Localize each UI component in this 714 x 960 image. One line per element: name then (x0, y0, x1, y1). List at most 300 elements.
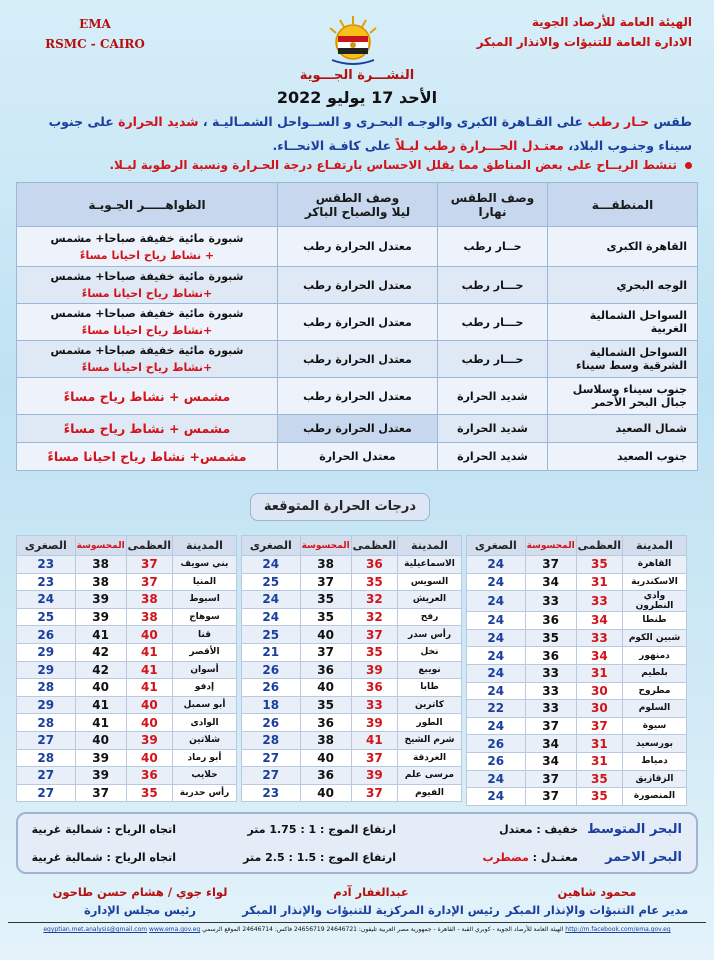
weather-region: السواحل الشمالية الغربية (548, 304, 698, 341)
temps-cell-fe: 39 (75, 608, 126, 626)
temps-cell-city: دمياط (623, 752, 687, 770)
weather-night: معتدل الحرارة رطب (278, 415, 438, 443)
temps-cell-fe: 37 (300, 643, 351, 661)
signature-name: محمود شاهين (557, 885, 637, 899)
temps-cell-mn: 26 (242, 661, 301, 679)
temps-cell-mn: 29 (17, 661, 76, 679)
col-night-line2: ليلا والصباح الباكر (304, 204, 411, 219)
temps-cell-fe: 40 (300, 784, 351, 802)
temps-cell-mn: 24 (467, 717, 526, 735)
temps-row (467, 612, 687, 630)
temps-cell-city: مرسى علم (398, 767, 462, 785)
weather-day: شديد الحرارة (438, 415, 548, 443)
weather-row (17, 415, 698, 443)
temps-cell-mx: 31 (576, 664, 622, 682)
temps-table-right (466, 535, 687, 806)
weather-night: معتدل الحرارة رطب (278, 378, 438, 415)
temps-cell-fe: 41 (75, 626, 126, 644)
sea-state-b: مضطرب (482, 851, 529, 864)
weather-day: شديد الحرارة (438, 443, 548, 471)
temps-cell-fe: 42 (75, 643, 126, 661)
temps-cell-fe: 37 (300, 573, 351, 591)
temps-cell-mx: 31 (576, 573, 622, 591)
weather-phenomena (17, 443, 278, 471)
temps-row (242, 714, 462, 732)
temps-row (467, 664, 687, 682)
sea-wave: ارتفاع الموج : 1.5 : 2.5 متر (243, 851, 396, 864)
summary-part: طقس (653, 114, 692, 129)
temps-row (467, 556, 687, 574)
footer-link-email[interactable]: egyptian.met.analysis@gmail.com (43, 926, 148, 933)
temps-row (467, 629, 687, 647)
temps-cell-mn: 21 (242, 643, 301, 661)
summary-paragraph (22, 110, 692, 158)
temps-cell-mx: 38 (126, 591, 172, 609)
temps-cell-mn: 24 (467, 770, 526, 788)
temps-cell-city: رأس سدر (398, 626, 462, 644)
signature-post: رئيس مجلس الإدارة (83, 903, 196, 917)
temps-row (17, 731, 237, 749)
wind-note (22, 158, 692, 172)
temps-cell-fe: 40 (300, 749, 351, 767)
phenomena-line: شبورة مائية خفيفة صباحا+ مشمس (50, 231, 244, 245)
col-region: المنطقـــة (548, 183, 698, 227)
weather-phenomena (17, 341, 278, 378)
weather-phenomena (17, 227, 278, 267)
temps-header-city: المدينة (173, 536, 237, 556)
weather-day: شديد الحرارة (438, 378, 548, 415)
summary-part: معتـدل الحـــرارة رطب (423, 138, 565, 153)
temps-cell-mx: 33 (351, 696, 397, 714)
temps-row (467, 752, 687, 770)
temps-cell-mn: 27 (17, 784, 76, 802)
temps-cell-city: كاترين (398, 696, 462, 714)
temps-header-max: العظمى (126, 536, 172, 556)
weather-row (17, 227, 698, 267)
temps-cell-fe: 39 (75, 749, 126, 767)
temps-cell-mn: 24 (467, 682, 526, 700)
temps-cell-mx: 30 (576, 682, 622, 700)
temps-header-feels: المحسوسة (525, 536, 576, 556)
weather-table (16, 182, 698, 471)
bulletin-date: الأحد 17 يوليو 2022 (276, 88, 438, 107)
temps-cell-mx: 31 (576, 735, 622, 753)
temps-cell-mx: 35 (351, 573, 397, 591)
temps-row (242, 591, 462, 609)
ema-logo-icon (318, 14, 388, 68)
temps-cell-city: حلايب (173, 767, 237, 785)
temps-cell-fe: 38 (300, 556, 351, 574)
summary-part: على كافـة الانحــاء. (272, 138, 392, 153)
org-ar-line-2: الادارة العامة للتنبؤات والانذار المبكر (476, 35, 692, 49)
sea-wind: اتجاه الرياح : شمالية غربية (31, 851, 176, 864)
org-en-line-2: RSMC - CAIRO (45, 37, 145, 51)
temps-cell-mx: 36 (351, 679, 397, 697)
temps-cell-mx: 37 (351, 749, 397, 767)
temps-cell-fe: 38 (75, 556, 126, 574)
temps-header-max: العظمى (351, 536, 397, 556)
temps-cell-fe: 38 (75, 573, 126, 591)
signature-name: عبدالغفار آدم (333, 885, 409, 899)
temps-cell-mx: 32 (351, 591, 397, 609)
temps-cell-mn: 23 (17, 573, 76, 591)
temps-cell-mn: 24 (467, 612, 526, 630)
temps-cell-mn: 24 (467, 573, 526, 591)
temps-cell-mn: 24 (242, 608, 301, 626)
temps-cell-city: دمنهور (623, 647, 687, 665)
weather-phenomena (17, 304, 278, 341)
temps-cell-fe: 41 (75, 696, 126, 714)
temps-cell-mn: 24 (467, 591, 526, 612)
summary-part: شديد الحرارة (118, 114, 199, 129)
temps-cell-fe: 33 (525, 664, 576, 682)
temps-cell-fe: 33 (525, 591, 576, 612)
temps-cell-fe: 36 (525, 612, 576, 630)
temps-row (242, 643, 462, 661)
temps-cell-mn: 28 (17, 749, 76, 767)
temps-cell-mx: 30 (576, 700, 622, 718)
temps-cell-mx: 41 (126, 643, 172, 661)
temps-cell-city: رأس حدربة (173, 784, 237, 802)
temps-cell-mn: 29 (17, 643, 76, 661)
temps-cell-mn: 23 (242, 784, 301, 802)
sea-state-a: معتـدل : (528, 851, 578, 864)
temps-cell-mn: 27 (17, 767, 76, 785)
temps-cell-fe: 33 (525, 682, 576, 700)
temps-cell-mn: 24 (242, 591, 301, 609)
temps-cell-mx: 39 (351, 714, 397, 732)
sea-name: البحر الاحمر (605, 850, 682, 865)
temps-cell-city: القاهرة (623, 556, 687, 574)
bullet-icon (685, 162, 692, 169)
temps-cell-fe: 39 (75, 767, 126, 785)
temps-cell-mx: 40 (126, 696, 172, 714)
col-day: وصف الطقس نهارا (438, 183, 548, 227)
summary-part: على القـاهرة الكبرى والوجـه البحـرى و الســواحل الشمـاليـة ، (202, 114, 584, 129)
temps-cell-city: طنطا (623, 612, 687, 630)
temps-cell-city: الغردقة (398, 749, 462, 767)
temps-cell-mx: 35 (126, 784, 172, 802)
temps-cell-fe: 40 (75, 679, 126, 697)
weather-phenomena (17, 267, 278, 304)
temps-cell-city: نخل (398, 643, 462, 661)
temps-row (242, 731, 462, 749)
weather-day: حـــار رطب (438, 341, 548, 378)
temps-row (17, 591, 237, 609)
temps-row (467, 573, 687, 591)
temps-cell-mn: 22 (467, 700, 526, 718)
temps-cell-city: العريش (398, 591, 462, 609)
phenomena-line: مشمس + نشاط رياح مساءً (63, 388, 231, 404)
temps-cell-mn: 27 (17, 731, 76, 749)
temps-cell-fe: 34 (525, 573, 576, 591)
temps-cell-city: اسيوط (173, 591, 237, 609)
temps-cell-mn: 26 (242, 714, 301, 732)
temps-header-city: المدينة (398, 536, 462, 556)
org-ar-line-1: الهيئة العامة للأرصاد الجوية (531, 15, 692, 29)
temps-cell-city: الأقصر (173, 643, 237, 661)
summary-part: وجنـوب البلاد، (568, 138, 655, 153)
temps-row (17, 608, 237, 626)
temps-cell-city: بلطيم (623, 664, 687, 682)
temps-cell-mx: 40 (126, 749, 172, 767)
temps-cell-city: الزقازيق (623, 770, 687, 788)
footer-link-website[interactable]: www.ema.gov.eg (149, 926, 201, 933)
phenomena-line: مشمس + نشاط رياح مساءً (63, 421, 231, 436)
temps-cell-city: سيوة (623, 717, 687, 735)
weather-row (17, 267, 698, 304)
temps-cell-mx: 41 (126, 679, 172, 697)
temps-row (17, 661, 237, 679)
temps-cell-mx: 35 (576, 788, 622, 806)
temps-cell-city: وادي النطرون (623, 591, 687, 612)
col-night (278, 183, 438, 227)
temps-cell-mn: 24 (17, 591, 76, 609)
temps-row (17, 767, 237, 785)
wind-note-text: تنشط الريــاح على بعض المناطق مما يقلل الاحساس بارتفـاع درجة الحـرارة ونسبة الرطوبة ليـلا. (109, 158, 677, 172)
temps-cell-fe: 37 (525, 717, 576, 735)
temps-cell-mx: 35 (351, 643, 397, 661)
sea-row-med (18, 818, 696, 842)
temps-row (242, 626, 462, 644)
temps-cell-mx: 39 (351, 767, 397, 785)
temps-cell-city: إدفو (173, 679, 237, 697)
temps-row (17, 784, 237, 802)
temps-cell-fe: 39 (75, 591, 126, 609)
temps-cell-city: أبو رماد (173, 749, 237, 767)
temps-cell-mn: 28 (242, 731, 301, 749)
temps-cell-mx: 41 (351, 731, 397, 749)
summary-part: ليـلاً (395, 138, 420, 153)
weather-night: معتدل الحرارة رطب (278, 227, 438, 267)
weather-night: معتدل الحرارة رطب (278, 267, 438, 304)
temps-row (467, 717, 687, 735)
org-en-line-1: EMA (79, 17, 111, 31)
temps-cell-city: المنصورة (623, 788, 687, 806)
signature-post: مدير عام التنبؤات والإنذار المبكر (505, 903, 689, 917)
phenomena-line: +نشاط رياح احيانا مساءً (81, 324, 213, 337)
temps-row (467, 591, 687, 612)
temps-cell-fe: 33 (525, 700, 576, 718)
temps-row (17, 714, 237, 732)
temps-cell-city: قنا (173, 626, 237, 644)
temps-row (242, 696, 462, 714)
weather-phenomena (17, 378, 278, 415)
weather-region: السواحل الشمالية الشرقية وسط سيناء (548, 341, 698, 378)
temps-cell-mx: 40 (126, 626, 172, 644)
temps-row (242, 767, 462, 785)
temps-cell-mx: 32 (351, 608, 397, 626)
temps-row (242, 749, 462, 767)
temps-cell-mx: 37 (351, 626, 397, 644)
temps-cell-fe: 35 (300, 608, 351, 626)
summary-part: حـار رطب (587, 114, 650, 129)
temps-cell-city: السلوم (623, 700, 687, 718)
temps-cell-mx: 33 (576, 629, 622, 647)
phenomena-line: شبورة مائية خفيفة صباحا+ مشمس (50, 307, 244, 320)
temps-row (242, 679, 462, 697)
temps-cell-fe: 40 (300, 626, 351, 644)
weather-row (17, 378, 698, 415)
temps-row (17, 556, 237, 574)
temps-cell-fe: 34 (525, 735, 576, 753)
signature-post: رئيس الإدارة المركزية للتنبؤات والإنذار المبكر (242, 903, 500, 917)
weather-phenomena (17, 415, 278, 443)
summary-part: على جنوب سيناء (48, 114, 692, 153)
temps-cell-city: المنيا (173, 573, 237, 591)
temps-cell-city: طابا (398, 679, 462, 697)
temps-cell-mx: 34 (576, 647, 622, 665)
bulletin-title: النشـــرة الجـــوية (299, 68, 415, 83)
temps-cell-fe: 40 (300, 679, 351, 697)
sea-name: البحر المتوسط (587, 822, 682, 837)
temps-cell-fe: 35 (300, 696, 351, 714)
temps-cell-mx: 35 (576, 556, 622, 574)
temps-cell-mx: 35 (576, 770, 622, 788)
temps-row (242, 573, 462, 591)
temps-row (467, 647, 687, 665)
weather-night: معتدل الحرارة رطب (278, 341, 438, 378)
temps-cell-mn: 27 (242, 749, 301, 767)
org-english-block (30, 14, 160, 54)
temps-cell-city: الفيوم (398, 784, 462, 802)
temps-cell-city: الطور (398, 714, 462, 732)
temps-cell-city: بني سويف (173, 556, 237, 574)
temps-header-min: الصغرى (242, 536, 301, 556)
temps-cell-city: شرم الشيخ (398, 731, 462, 749)
temps-header-min: الصغرى (467, 536, 526, 556)
sea-state (483, 846, 579, 870)
temps-row (467, 788, 687, 806)
temps-cell-mx: 37 (576, 717, 622, 735)
temps-cell-mn: 24 (242, 556, 301, 574)
weather-region: القاهرة الكبرى (548, 227, 698, 267)
temps-cell-mx: 37 (126, 573, 172, 591)
weather-region: جنوب سيناء وسلاسل جبال البحر الأحمر (548, 378, 698, 415)
temps-cell-fe: 35 (300, 591, 351, 609)
sea-wind: اتجاه الرياح : شمالية غربية (31, 823, 176, 836)
phenomena-line: مشمس+ نشاط رياح احيانا مساءً (47, 449, 247, 464)
signature-name: لواء جوي / هشام حسن طاحون (52, 885, 228, 899)
temps-row (17, 626, 237, 644)
temps-cell-fe: 41 (75, 714, 126, 732)
phenomena-line: + نشاط رياح احيانا مساءً (79, 248, 215, 262)
col-phenomena: الظواهـــــر الجـويـة (17, 183, 278, 227)
weather-day: حــار رطب (438, 227, 548, 267)
temps-cell-fe: 36 (525, 647, 576, 665)
org-arabic-block (452, 12, 692, 52)
temps-cell-mx: 39 (351, 661, 397, 679)
temps-cell-mx: 38 (126, 608, 172, 626)
temps-cell-mx: 37 (126, 556, 172, 574)
temps-cell-city: الاسماعيلية (398, 556, 462, 574)
temps-cell-mn: 26 (242, 679, 301, 697)
temps-cell-mn: 29 (17, 696, 76, 714)
temps-title: درجات الحرارة المتوقعة (250, 493, 430, 521)
temps-cell-city: شلاتين (173, 731, 237, 749)
temps-cell-mn: 28 (17, 679, 76, 697)
temps-cell-city: الاسكندرية (623, 573, 687, 591)
temps-cell-mx: 39 (126, 731, 172, 749)
temps-cell-city: السويس (398, 573, 462, 591)
temps-row (242, 784, 462, 802)
temps-cell-mn: 24 (467, 647, 526, 665)
sea-conditions (16, 812, 698, 874)
weather-region: الوجه البحري (548, 267, 698, 304)
temps-cell-mn: 26 (17, 626, 76, 644)
temps-row (467, 700, 687, 718)
temps-cell-mn: 26 (467, 735, 526, 753)
sea-row-red (18, 846, 696, 870)
temps-header-city: المدينة (623, 536, 687, 556)
temps-cell-fe: 37 (525, 788, 576, 806)
phenomena-line: +نشاط رياح احيانا مساءً (81, 361, 213, 374)
temps-cell-fe: 37 (525, 770, 576, 788)
temps-cell-city: مطروح (623, 682, 687, 700)
weather-row (17, 443, 698, 471)
temps-cell-fe: 38 (300, 731, 351, 749)
signature-2 (236, 883, 506, 919)
temps-cell-mn: 23 (17, 556, 76, 574)
temps-header-min: الصغرى (17, 536, 76, 556)
weather-row (17, 341, 698, 378)
temps-cell-mn: 24 (467, 556, 526, 574)
temps-cell-fe: 40 (75, 731, 126, 749)
temps-cell-fe: 37 (525, 556, 576, 574)
footer-link-facebook[interactable]: http://m.facebook.com/ema.gov.eg (565, 926, 671, 933)
temps-row (17, 679, 237, 697)
temps-row (242, 556, 462, 574)
temps-cell-mx: 37 (351, 784, 397, 802)
temps-cell-mn: 27 (242, 767, 301, 785)
weather-region: جنوب الصعيد (548, 443, 698, 471)
temps-cell-fe: 35 (525, 629, 576, 647)
temps-cell-city: رفح (398, 608, 462, 626)
temps-row (242, 661, 462, 679)
temps-cell-city: الوادى (173, 714, 237, 732)
temps-cell-mn: 18 (242, 696, 301, 714)
temps-cell-fe: 42 (75, 661, 126, 679)
temps-cell-mx: 31 (576, 752, 622, 770)
temps-row (467, 682, 687, 700)
temps-cell-mn: 25 (17, 608, 76, 626)
temps-cell-mx: 34 (576, 612, 622, 630)
temps-row (467, 770, 687, 788)
temps-row (242, 608, 462, 626)
temps-row (17, 643, 237, 661)
temps-row (17, 749, 237, 767)
temps-cell-mn: 24 (467, 664, 526, 682)
temps-cell-fe: 36 (300, 767, 351, 785)
footer (8, 922, 706, 938)
temps-cell-city: أسوان (173, 661, 237, 679)
temps-cell-fe: 36 (300, 714, 351, 732)
weather-day: حـــار رطب (438, 304, 548, 341)
signature-1 (502, 883, 692, 919)
temps-row (467, 735, 687, 753)
temps-header-feels: المحسوسة (75, 536, 126, 556)
phenomena-line: شبورة مائية خفيفة صباحا+ مشمس (50, 344, 244, 357)
temps-cell-city: أبو سمبل (173, 696, 237, 714)
sea-state: خفيف : معتدل (499, 823, 578, 836)
sea-wave: ارتفاع الموج : 1 : 1.75 متر (247, 823, 396, 836)
footer-text: الهيئة العامة للأرصاد الجوية - كوبري القبة - القاهرة - جمهورية مصر العربية تليفون: 24646721 24656719 فاكس: 24646714 الموقع الرسمي (202, 926, 564, 933)
temps-row (17, 696, 237, 714)
weather-row (17, 304, 698, 341)
temps-header-max: العظمى (576, 536, 622, 556)
temps-cell-mx: 36 (351, 556, 397, 574)
temps-cell-mx: 33 (576, 591, 622, 612)
